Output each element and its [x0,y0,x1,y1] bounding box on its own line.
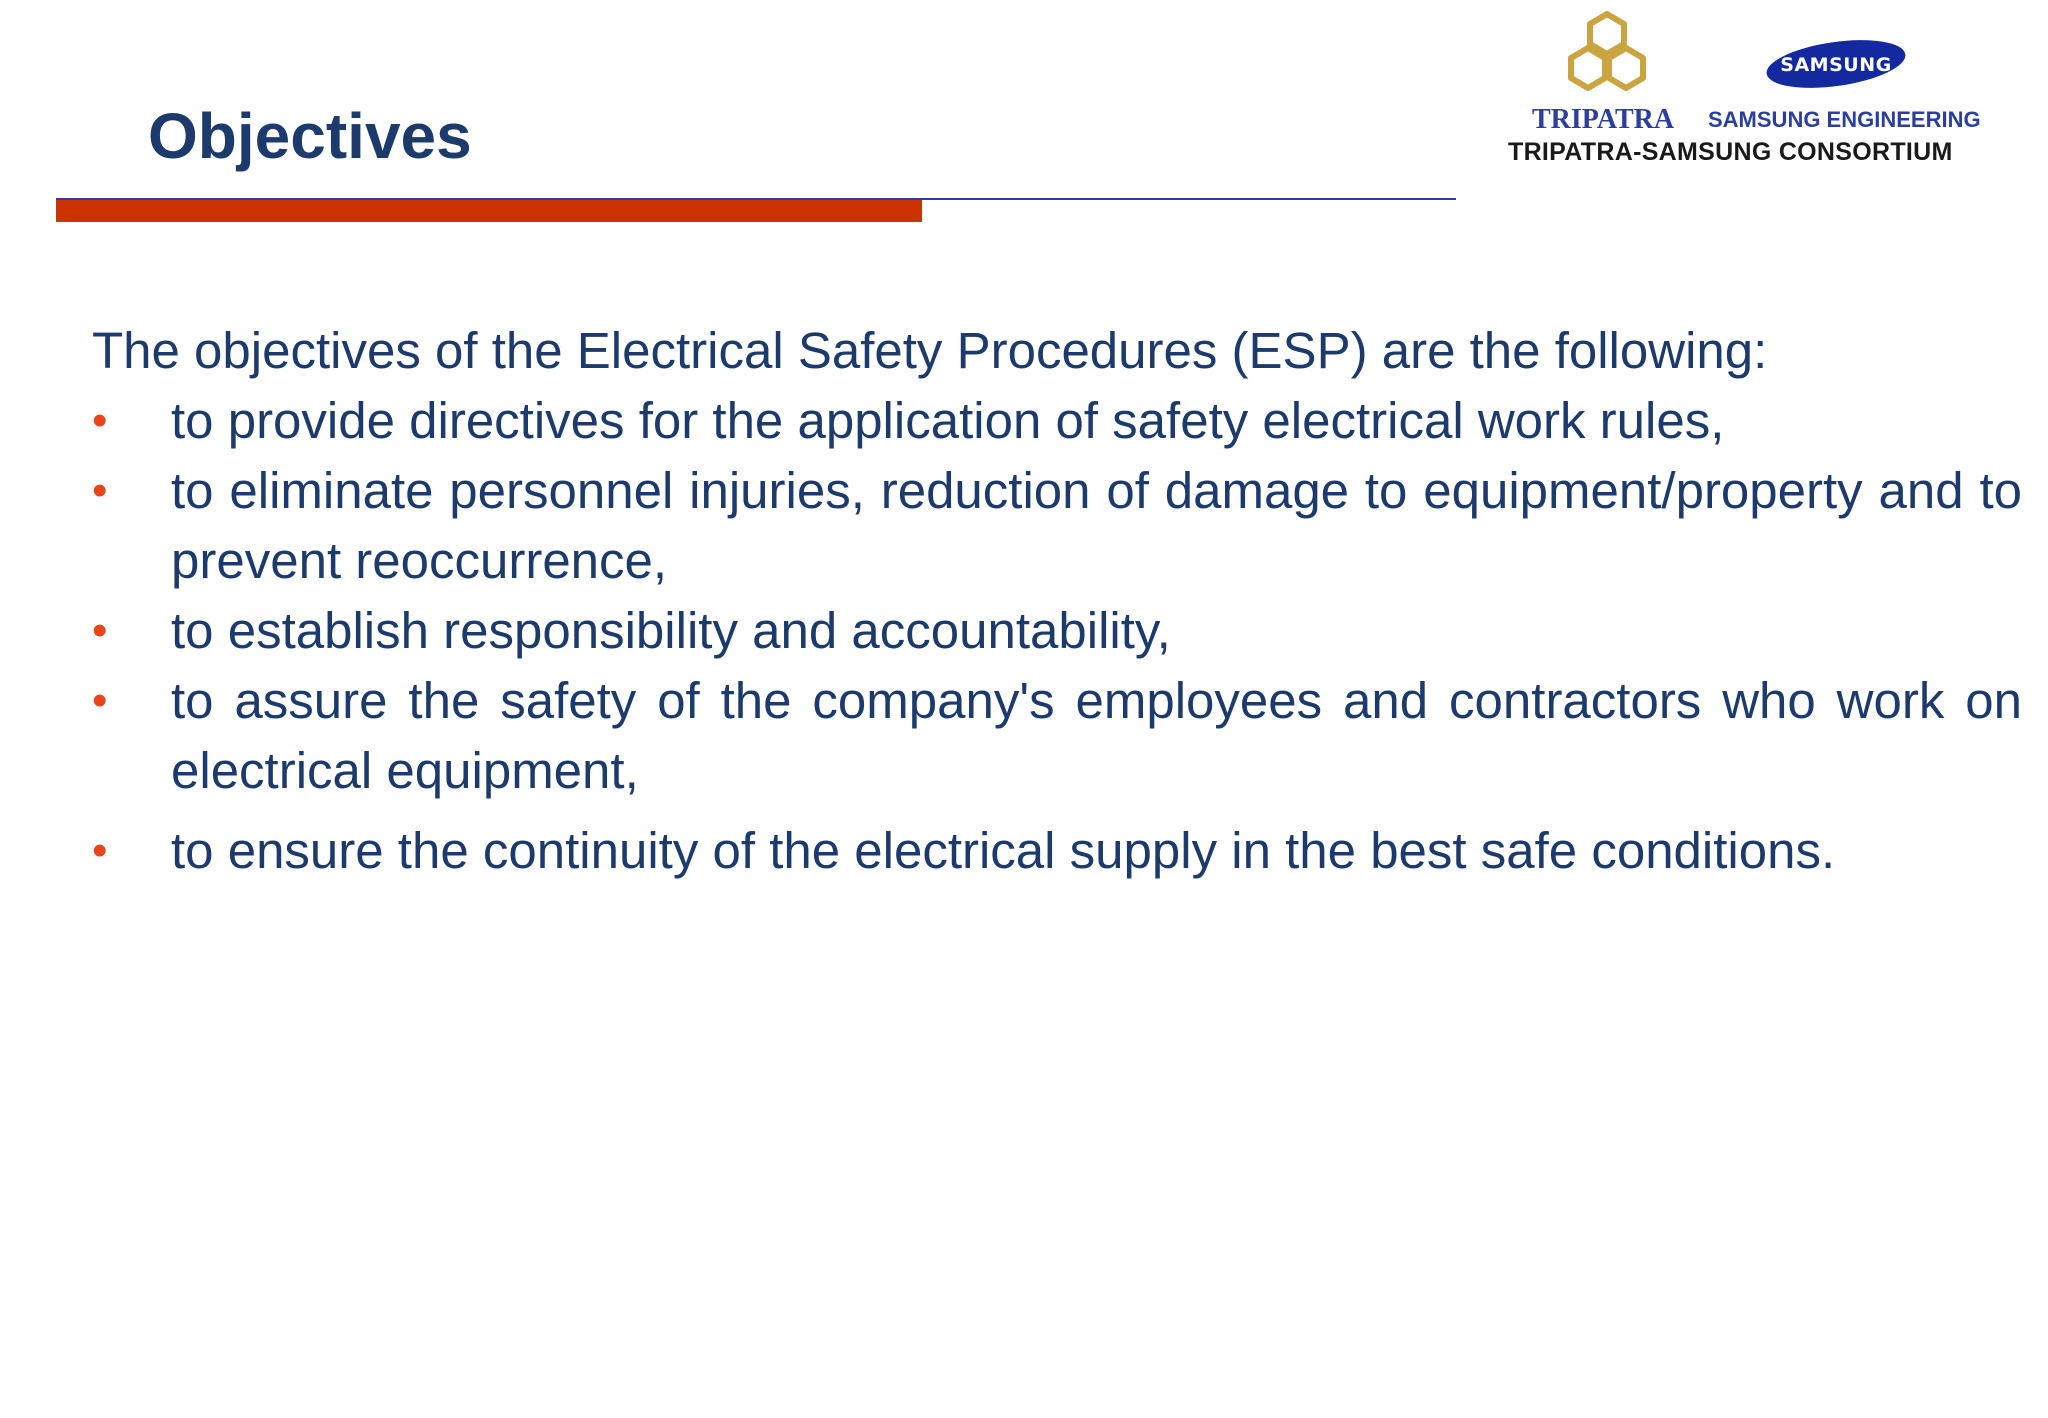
bullet-icon: • [92,676,108,725]
list-item [92,666,2022,806]
bullet-icon: • [92,826,108,875]
tripatra-wordmark: TRIPATRA [1532,104,1675,135]
bullet-icon: • [92,606,108,655]
bullet-icon: • [92,466,108,515]
slide-title: Objectives [148,100,472,172]
samsung-wordmark: SAMSUNG [1780,54,1892,76]
list-item-text: to provide directives for the application of safety electrical work rules, [171,392,1725,449]
consortium-logo [1496,10,2036,170]
list-item-text: to assure the safety of the company's employees and contractors who work on electrical equipment, [171,672,2022,799]
list-item [92,386,2022,456]
intro-text: The objectives of the Electrical Safety Procedures (ESP) are the following: [92,322,1768,379]
list-item [92,456,2022,596]
consortium-name: TRIPATRA-SAMSUNG CONSORTIUM [1508,138,1953,166]
slide-body [92,316,2022,886]
tripatra-hexagon-logo-icon [1554,10,1660,106]
list-item-text: to eliminate personnel injuries, reduction of damage to equipment/property and to prevent reoccurrence, [171,462,2022,589]
samsung-logo-icon [1764,34,1908,94]
samsung-engineering-wordmark: SAMSUNG ENGINEERING [1708,107,1981,132]
list-item-text: to establish responsibility and accountability, [171,602,1171,659]
bullet-icon: • [92,396,108,445]
list-item-text: to ensure the continuity of the electrical supply in the best safe conditions. [171,822,1836,879]
list-item [92,816,2022,886]
objectives-list [92,386,2022,886]
list-item [92,596,2022,666]
title-accent-bar [56,200,922,222]
